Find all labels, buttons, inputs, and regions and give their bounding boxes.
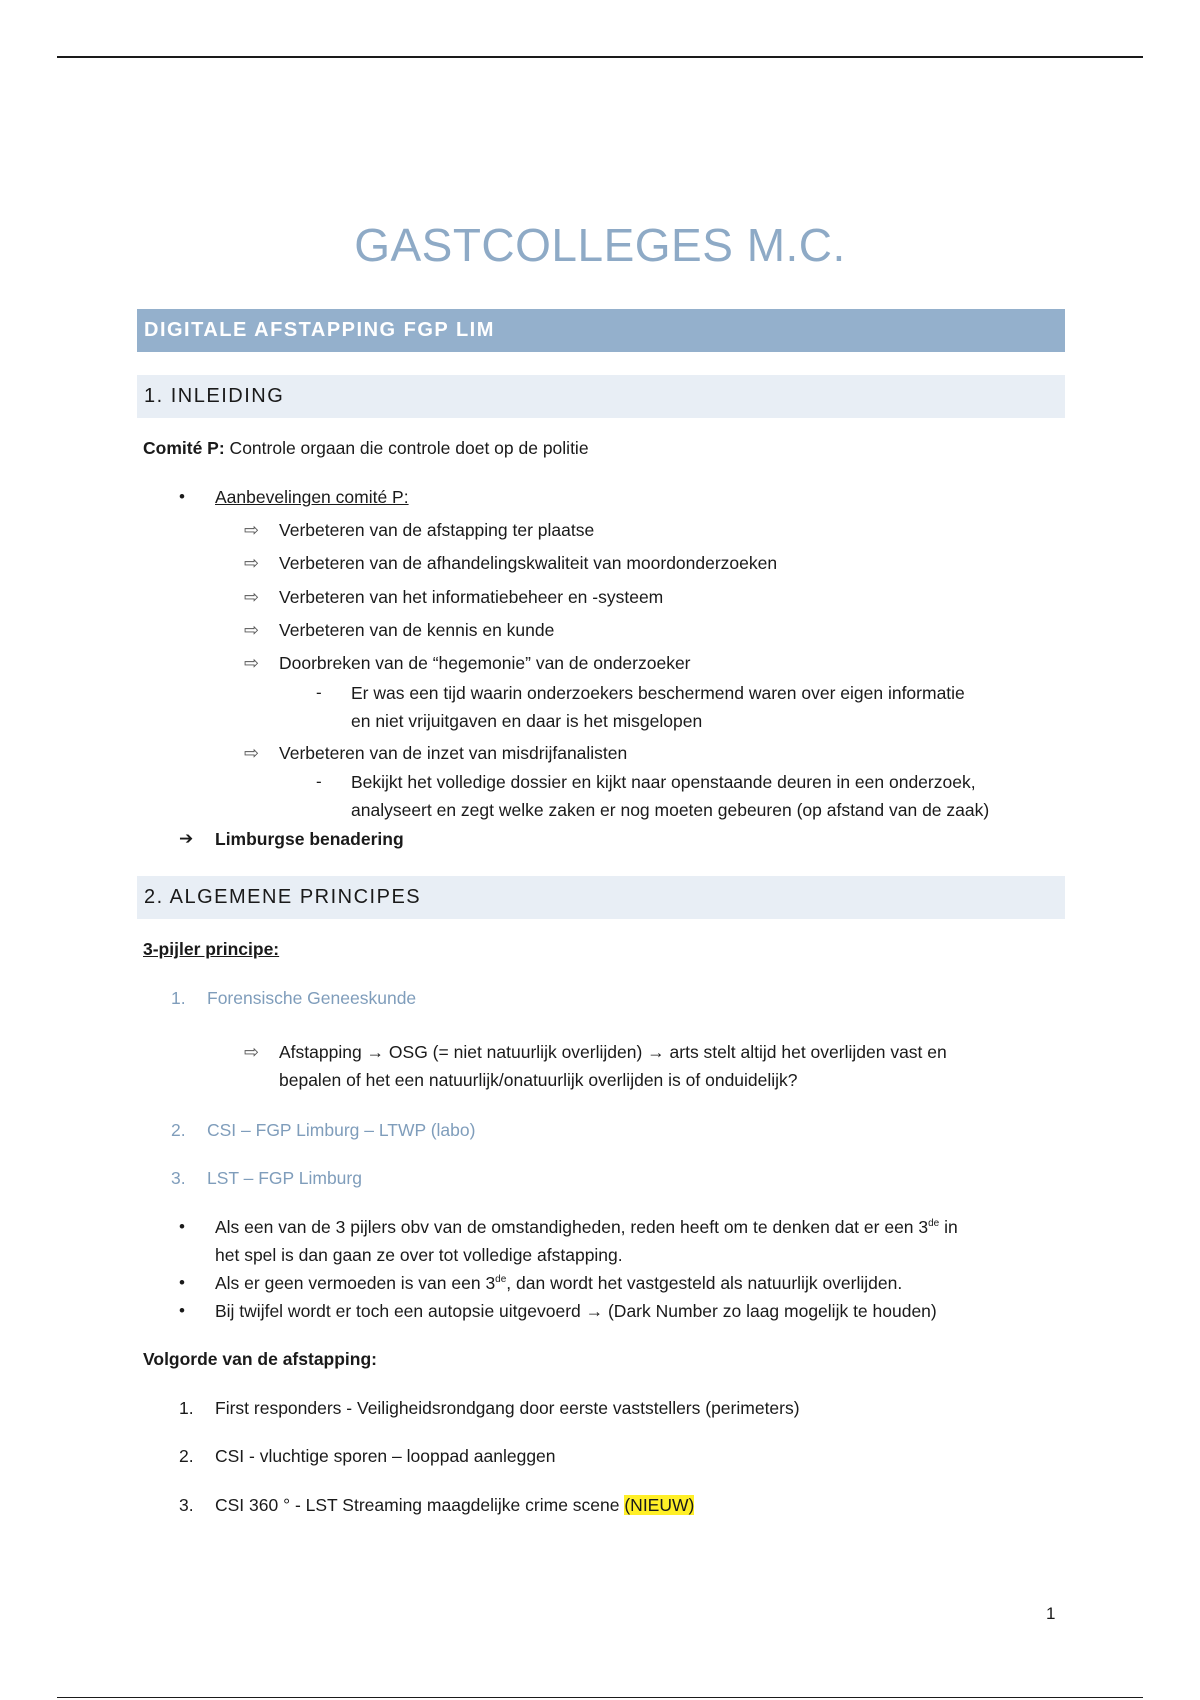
dash-bullet-icon: - <box>316 683 322 702</box>
step-number: 2. <box>179 1446 194 1466</box>
sub-item-line: Bekijkt het volledige dossier en kijkt naar openstaande deuren in een onderzoek, <box>351 772 976 792</box>
superscript: de <box>495 1274 507 1286</box>
pijler-number: 1. <box>171 988 186 1008</box>
bullet-text: , dan wordt het vastgesteld als natuurlijk overlijden. <box>506 1273 903 1293</box>
bullet-icon: • <box>179 487 185 506</box>
list-item: Verbeteren van de kennis en kunde <box>279 620 555 640</box>
arrow-right-outline-icon: ⇨ <box>244 620 260 640</box>
step-label: CSI - vluchtige sporen – looppad aanleggen <box>215 1446 556 1466</box>
arrow-right-outline-icon: ⇨ <box>244 743 260 763</box>
header-rule <box>57 56 1143 58</box>
step-line <box>215 1493 694 1517</box>
list-item: Verbeteren van de afhandelingskwaliteit van moordonderzoeken <box>279 553 778 573</box>
bullet-line: Bij twijfel wordt er toch een autopsie uitgevoerd → (Dark Number zo laag mogelijk te houden) <box>215 1301 937 1321</box>
bullet-text: Als een van de 3 pijlers obv van de omstandigheden, reden heeft om te denken dat er een 3 <box>215 1217 929 1237</box>
footer-rule <box>57 1697 1143 1698</box>
step-number: 1. <box>179 1398 194 1418</box>
step-label: First responders - Veiligheidsrondgang door eerste vaststellers (perimeters) <box>215 1398 800 1418</box>
arrow-right-outline-icon: ⇨ <box>244 553 260 573</box>
document-title: GASTCOLLEGES M.C. <box>354 219 846 271</box>
bullet-icon: • <box>179 1273 185 1292</box>
superscript: de <box>928 1218 940 1230</box>
arrow-right-bold-icon: ➔ <box>179 829 194 848</box>
page-number: 1 <box>1046 1604 1056 1623</box>
bullet-line <box>215 1271 902 1295</box>
arrow-right-outline-icon: ⇨ <box>244 587 260 607</box>
new-highlight: (NIEUW) <box>624 1495 695 1515</box>
arrow-right-outline-icon: ⇨ <box>244 520 260 540</box>
arrow-right-outline-icon: ⇨ <box>244 1042 260 1062</box>
aanbevelingen-label: Aanbevelingen comité P: <box>215 487 409 507</box>
sub-item-line: en niet vrijuitgaven en daar is het misgelopen <box>351 711 703 731</box>
section-heading-algemene-principes: 2. ALGEMENE PRINCIPES <box>137 876 1065 919</box>
chapter-banner: DIGITALE AFSTAPPING FGP LIM <box>137 309 1065 352</box>
bullet-text: in <box>939 1217 958 1237</box>
afstapping-line: bepalen of het een natuurlijk/onatuurlijk overlijden is of onduidelijk? <box>279 1070 798 1090</box>
volgorde-label: Volgorde van de afstapping: <box>143 1349 378 1369</box>
bullet-text: Als er geen vermoeden is van een 3 <box>215 1273 496 1293</box>
conclusion-text: Limburgse benadering <box>215 829 404 849</box>
bullet-icon: • <box>179 1217 185 1236</box>
list-item: Verbeteren van het informatiebeheer en -systeem <box>279 587 664 607</box>
pijler-number: 2. <box>171 1120 186 1140</box>
sub-item-line: analyseert en zegt welke zaken er nog moeten gebeuren (op afstand van de zaak) <box>351 800 990 820</box>
bullet-icon: • <box>179 1301 185 1320</box>
arrow-right-outline-icon: ⇨ <box>244 653 260 673</box>
pijler-label: Forensische Geneeskunde <box>207 988 417 1008</box>
pijler-label: 3-pijler principe: <box>143 939 280 959</box>
bullet-line <box>215 1215 958 1239</box>
section-heading-inleiding: 1. INLEIDING <box>137 375 1065 418</box>
step-number: 3. <box>179 1495 194 1515</box>
comite-p-label: Comité P: <box>143 438 225 458</box>
dash-bullet-icon: - <box>316 772 322 791</box>
pijler-label: LST – FGP Limburg <box>207 1168 362 1188</box>
afstapping-line: Afstapping → OSG (= niet natuurlijk overlijden) → arts stelt altijd het overlijden vast en <box>279 1042 947 1062</box>
bullet-line: het spel is dan gaan ze over tot volledige afstapping. <box>215 1245 623 1265</box>
sub-item-line: Er was een tijd waarin onderzoekers beschermend waren over eigen informatie <box>351 683 965 703</box>
list-item: Verbeteren van de afstapping ter plaatse <box>279 520 595 540</box>
comite-p-text: Controle orgaan die controle doet op de politie <box>224 438 589 458</box>
list-item: Doorbreken van de “hegemonie” van de onderzoeker <box>279 653 691 673</box>
pijler-label: CSI – FGP Limburg – LTWP (labo) <box>207 1120 476 1140</box>
step-label: CSI 360 ° - LST Streaming maagdelijke crime scene <box>215 1495 625 1515</box>
comite-p-definition <box>143 436 589 460</box>
list-item: Verbeteren van de inzet van misdrijfanalisten <box>279 743 628 763</box>
pijler-number: 3. <box>171 1168 186 1188</box>
